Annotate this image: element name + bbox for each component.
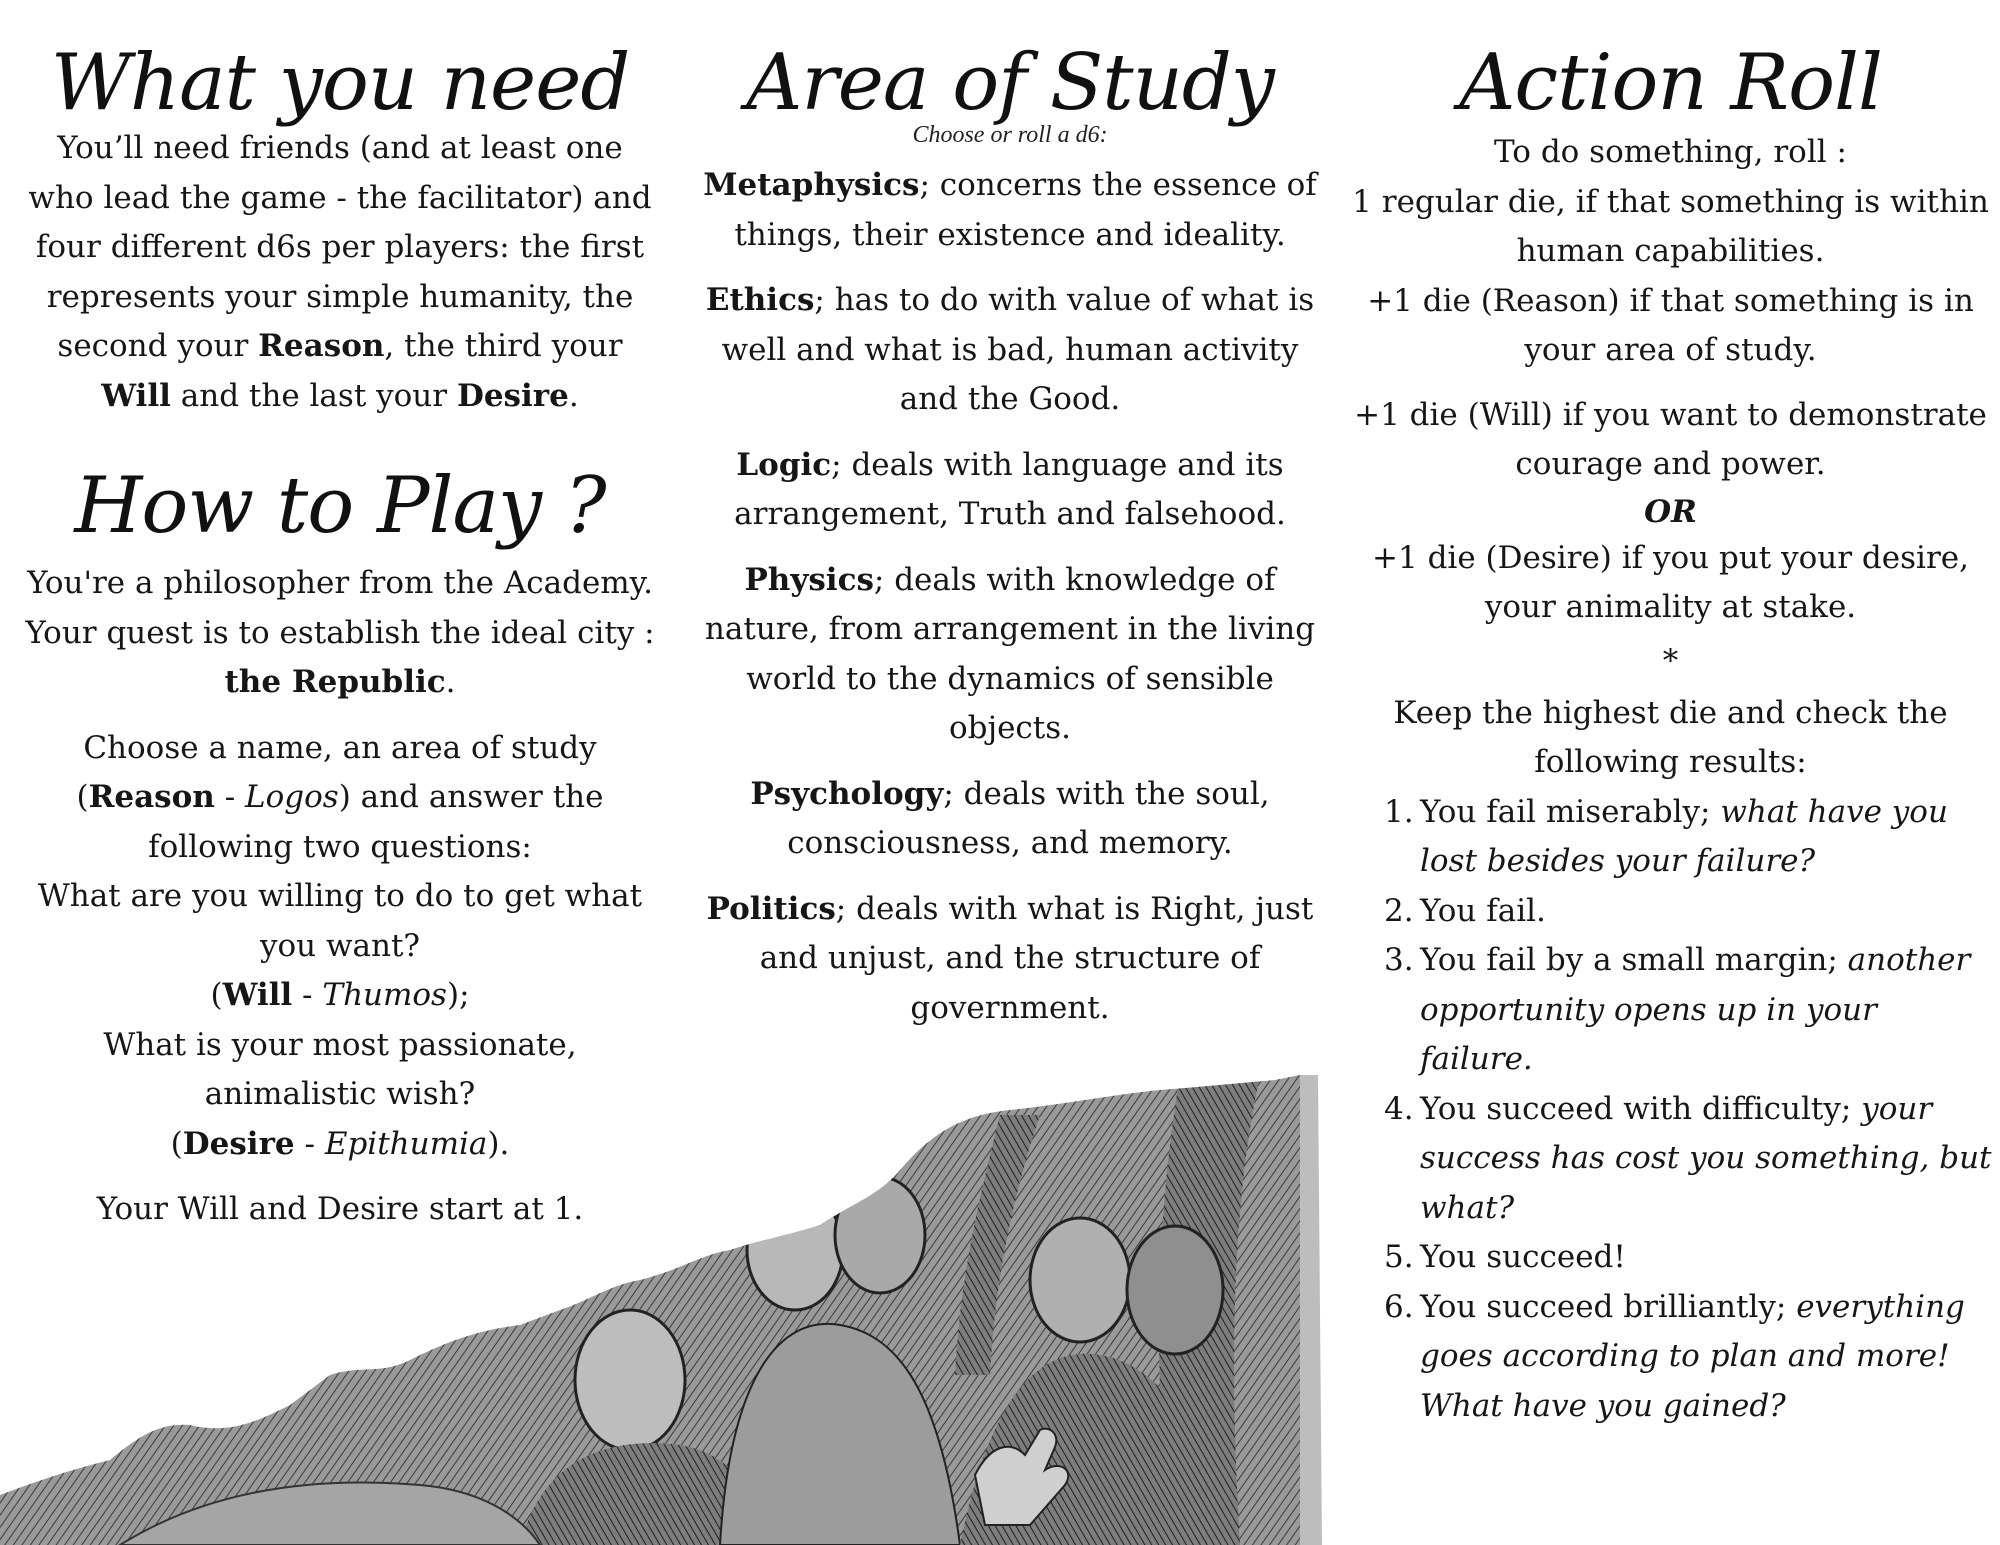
philosophers-engraving-illustration [0, 1075, 1340, 1545]
text-segment: Logos [245, 779, 339, 815]
study-description: ; deals with what is Right, just and unjust, and the structure of government. [759, 890, 1314, 1026]
text-segment: Thumos [322, 977, 447, 1013]
will-line [210, 977, 469, 1013]
column-what-you-need [20, 0, 660, 1235]
result-text: You fail by a small margin; [1420, 942, 1848, 978]
keep-highest: Keep the highest die and check the following results: [1393, 694, 1948, 780]
text-segment: ( [210, 977, 223, 1013]
area-of-study-title: Area of Study [746, 38, 1274, 128]
what-you-need-title: What you need [50, 38, 630, 128]
study-name: Metaphysics [703, 167, 920, 203]
or-separator: OR [1644, 493, 1697, 530]
result-number: 1. [1384, 793, 1414, 830]
study-name: Physics [744, 561, 874, 598]
result-text: You succeed! [1420, 1239, 1626, 1275]
action-intro: To do something, roll : [1494, 134, 1847, 170]
intro-text: You're a philosopher from the Academy. Your quest is to establish the ideal city : [25, 565, 655, 651]
desire-die: +1 die (Desire) if you put your desire, your animality at stake. [1372, 539, 1969, 625]
study-list [690, 161, 1330, 1033]
result-item [1348, 1233, 1993, 1283]
result-item [1348, 887, 1993, 937]
study-item-physics [690, 556, 1330, 754]
text-segment: . [568, 377, 579, 414]
text-segment: and the last your [170, 377, 457, 414]
text-segment: You’ll need friends (and at least one who lead the game - the facilitator) and four different d6s per players: the first represents your simple humanity, the second your [28, 130, 652, 364]
choose-text: Choose a name, an area of study [83, 729, 597, 766]
text-segment: Reason [88, 779, 215, 815]
text-segment: , the third your [384, 328, 623, 364]
result-item [1348, 1085, 1993, 1234]
text-segment: ); [446, 977, 470, 1013]
text-segment: ). [487, 1125, 510, 1162]
result-item [1348, 1283, 1993, 1432]
results-list [1348, 788, 1993, 1432]
study-description: ; deals with the soul, consciousness, and memory. [787, 775, 1270, 861]
study-description: ; deals with knowledge of nature, from arrangement in the living world to the dynamics of sensible objects. [704, 561, 1316, 746]
text-segment: Will [222, 977, 293, 1013]
study-item-ethics [690, 276, 1330, 425]
asterisk-divider: * [1662, 642, 1679, 679]
study-description: ; concerns the essence of things, their existence and ideality. [734, 167, 1317, 253]
result-number: 5. [1384, 1239, 1414, 1275]
study-item-logic [690, 441, 1330, 540]
text-segment: ( [76, 779, 89, 815]
how-to-play-intro [20, 559, 660, 708]
action-roll-title: Action Roll [1459, 38, 1882, 128]
result-question: your success has cost you something, but what? [1420, 1090, 1992, 1226]
result-text: You succeed brilliantly; [1420, 1288, 1797, 1325]
regular-die: 1 regular die, if that something is within human capabilities. [1352, 183, 1989, 269]
result-number: 2. [1384, 892, 1414, 929]
result-text: You succeed with difficulty; [1420, 1090, 1862, 1127]
result-question: everything goes according to plan and more! What have you gained? [1420, 1288, 1965, 1424]
result-text: You fail miserably; [1420, 793, 1721, 830]
study-item-psychology [690, 770, 1330, 869]
result-question: another opportunity opens up in your failure. [1420, 942, 1971, 1077]
result-text: You fail. [1420, 892, 1546, 929]
will-die: +1 die (Will) if you want to demonstrate courage and power. [1354, 396, 1987, 482]
study-item-metaphysics [690, 161, 1330, 260]
question-1: What are you willing to do to get what you want? [37, 878, 643, 964]
study-name: Ethics [705, 282, 815, 318]
text-segment: Epithumia [324, 1125, 488, 1162]
study-description: ; has to do with value of what is well and what is bad, human activity and the Good. [721, 282, 1315, 417]
result-number: 4. [1384, 1090, 1414, 1127]
result-question: what have you lost besides your failure? [1420, 793, 1948, 879]
study-name: Politics [706, 890, 836, 927]
text-segment: Will [101, 377, 171, 414]
republic-end: . [445, 664, 456, 700]
study-description: ; deals with language and its arrangement, Truth and falsehood. [734, 446, 1286, 532]
text-segment: ) and answer the following two questions: [148, 779, 604, 865]
result-item [1348, 936, 1993, 1085]
text-segment: Reason [258, 328, 385, 364]
starting-values: Your Will and Desire start at 1. [96, 1191, 584, 1227]
text-segment: - [294, 1125, 325, 1162]
study-name: Logic [736, 446, 832, 483]
how-to-play-title: How to Play ? [74, 461, 606, 551]
study-name: Psychology [750, 775, 944, 812]
text-segment: ( [170, 1125, 183, 1162]
area-of-study-subtitle: Choose or roll a d6: [912, 122, 1108, 148]
text-segment: Desire [182, 1125, 295, 1162]
text-segment: Desire [456, 377, 569, 414]
result-number: 6. [1384, 1288, 1414, 1325]
question-2: What is your most passionate, animalistic wish? [103, 1026, 577, 1112]
result-item [1348, 788, 1993, 887]
study-item-politics [690, 885, 1330, 1034]
column-area-of-study [690, 0, 1330, 1049]
reason-die: +1 die (Reason) if that something is in your area of study. [1367, 282, 1974, 368]
result-number: 3. [1384, 942, 1414, 978]
text-segment: - [292, 977, 323, 1013]
column-action-roll [1348, 0, 1993, 1431]
reason-line [77, 779, 604, 865]
what-you-need-text [20, 124, 660, 421]
republic-text: the Republic [224, 664, 446, 700]
text-segment: - [214, 779, 246, 815]
